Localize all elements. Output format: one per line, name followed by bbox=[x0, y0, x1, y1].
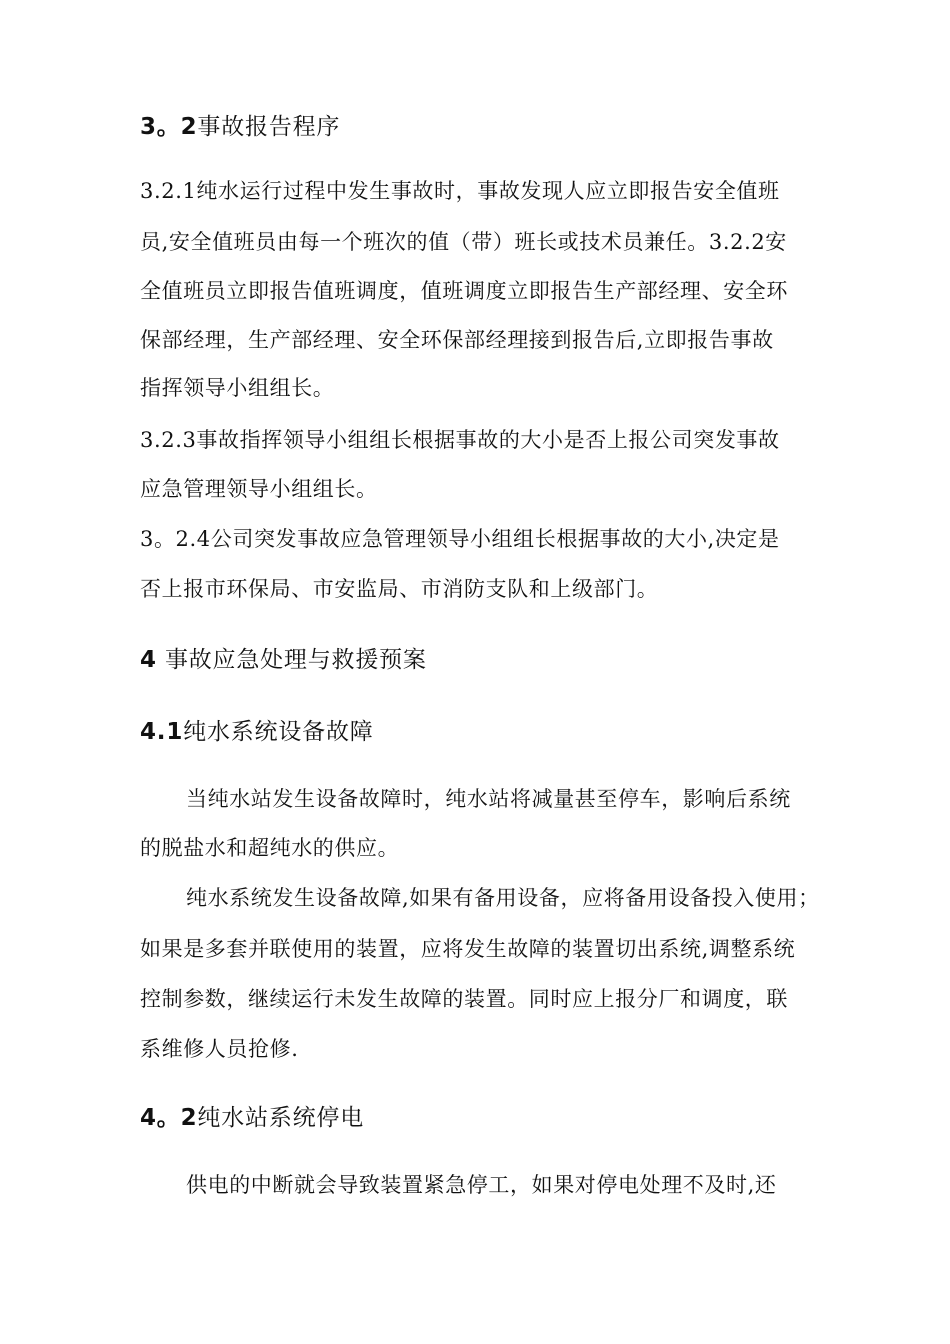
paragraph-line: 3。2.4公司突发事故应急管理领导小组组长根据事故的大小,决定是 bbox=[140, 527, 780, 551]
paragraph-line: 员,安全值班员由每一个班次的值（带）班长或技术员兼任。3.2.2安 bbox=[140, 230, 787, 254]
paragraph-line: 当纯水站发生设备故障时，纯水站将减量甚至停车，影响后系统 bbox=[186, 787, 791, 811]
heading-text: 事故应急处理与救援预案 bbox=[164, 647, 427, 673]
heading-text: 纯水站系统停电 bbox=[197, 1105, 365, 1131]
heading-4 bbox=[140, 645, 427, 675]
paragraph-line: 3.2.1纯水运行过程中发生事故时，事故发现人应立即报告安全值班 bbox=[140, 179, 780, 203]
paragraph-line: 全值班员立即报告值班调度，值班调度立即报告生产部经理、安全环 bbox=[140, 279, 788, 303]
paragraph-line: 供电的中断就会导致装置紧急停工，如果对停电处理不及时,还 bbox=[186, 1173, 777, 1197]
paragraph-line: 的脱盐水和超纯水的供应。 bbox=[140, 836, 400, 860]
heading-number: 4.1 bbox=[140, 719, 184, 745]
paragraph-line: 系维修人员抢修. bbox=[140, 1037, 299, 1061]
heading-4-1 bbox=[140, 717, 374, 747]
heading-number: 3。2 bbox=[140, 114, 198, 140]
heading-4-2 bbox=[140, 1103, 364, 1133]
paragraph-line: 保部经理，生产部经理、安全环保部经理接到报告后,立即报告事故 bbox=[140, 328, 774, 352]
paragraph-line: 纯水系统发生设备故障,如果有备用设备，应将备用设备投入使用； bbox=[186, 886, 820, 910]
heading-number: 4。2 bbox=[140, 1105, 198, 1131]
heading-text: 事故报告程序 bbox=[197, 114, 341, 140]
heading-3-2 bbox=[140, 112, 340, 142]
paragraph-line: 否上报市环保局、市安监局、市消防支队和上级部门。 bbox=[140, 577, 659, 601]
paragraph-line: 指挥领导小组组长。 bbox=[140, 376, 335, 400]
paragraph-line: 控制参数，继续运行未发生故障的装置。同时应上报分厂和调度，联 bbox=[140, 987, 788, 1011]
paragraph-line: 如果是多套并联使用的装置，应将发生故障的装置切出系统,调整系统 bbox=[140, 937, 796, 961]
paragraph-line: 应急管理领导小组组长。 bbox=[140, 477, 378, 501]
heading-number: 4 bbox=[140, 647, 157, 673]
paragraph-line: 3.2.3事故指挥领导小组组长根据事故的大小是否上报公司突发事故 bbox=[140, 428, 780, 452]
heading-text: 纯水系统设备故障 bbox=[183, 719, 374, 745]
